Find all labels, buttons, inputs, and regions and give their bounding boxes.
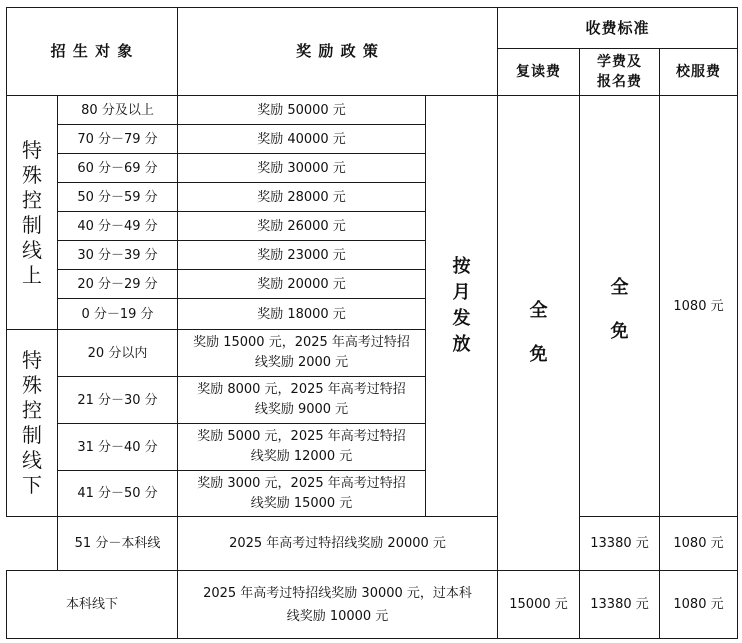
row-below-ben-label-cell: 本科线下: [6, 570, 178, 639]
header-uniform-fee: [659, 48, 738, 96]
header-target-label: 招 生 对 象: [50, 42, 134, 60]
above-reward-cell: 奖励 18000 元: [177, 298, 426, 330]
above-range-cell: 40 分－49 分: [57, 211, 178, 241]
header-tuition-line2: 报名费: [597, 74, 642, 90]
above-range-cell: 80 分及以上: [57, 95, 178, 125]
group-below-char: 制: [22, 423, 42, 447]
monthly-char: 发: [452, 308, 471, 329]
header-target: [6, 7, 178, 96]
tuition-free-cell: [579, 95, 660, 517]
monthly-payout-cell: [425, 95, 498, 517]
monthly-char: 月: [452, 282, 471, 303]
above-range-cell: 20 分－29 分: [57, 269, 178, 299]
group-above-char: 制: [22, 212, 42, 237]
row-51-reward-cell: 2025 年高考过特招线奖励 20000 元: [177, 516, 498, 571]
header-fee-standard-label: 收费标准: [585, 18, 650, 37]
free-char: 免: [610, 321, 629, 342]
monthly-char: 按: [452, 256, 471, 277]
above-reward-cell: 奖励 50000 元: [177, 95, 426, 125]
group-above-label: [6, 95, 58, 330]
above-reward-cell: 奖励 40000 元: [177, 124, 426, 154]
header-repeat-fee: [497, 48, 580, 96]
free-char: 免: [529, 344, 548, 365]
above-range-cell: 50 分－59 分: [57, 182, 178, 212]
group-above-char: 特: [22, 137, 42, 162]
group-below-char: 殊: [22, 373, 42, 397]
free-char: 全: [529, 300, 548, 321]
header-tuition: [579, 48, 660, 96]
above-range-cell: 0 分－19 分: [57, 298, 178, 330]
header-fee-standard: [497, 7, 738, 49]
group-below-char: 控: [22, 398, 42, 422]
above-reward-cell: 奖励 20000 元: [177, 269, 426, 299]
below-range-cell: 31 分－40 分: [57, 423, 178, 471]
row-51-range-cell: 51 分－本科线: [57, 516, 178, 571]
group-above-char: 线: [22, 237, 42, 262]
header-policy: [177, 7, 498, 96]
below-range-cell: 41 分－50 分: [57, 470, 178, 517]
group-above-char: 上: [22, 262, 42, 287]
uniform-fee-top-cell: 1080 元: [659, 95, 738, 517]
below-reward-cell: 奖励 3000 元，2025 年高考过特招 线奖励 15000 元: [177, 470, 426, 517]
above-reward-cell: 奖励 26000 元: [177, 211, 426, 241]
row-below-ben-tuition-cell: 13380 元: [579, 570, 660, 639]
below-reward-cell: 奖励 15000 元，2025 年高考过特招 线奖励 2000 元: [177, 329, 426, 377]
group-above-char: 殊: [22, 162, 42, 187]
free-char: 全: [610, 277, 629, 298]
above-reward-cell: 奖励 23000 元: [177, 240, 426, 270]
group-above-char: 控: [22, 187, 42, 212]
above-range-cell: 30 分－39 分: [57, 240, 178, 270]
row-51-tuition-cell: 13380 元: [579, 516, 660, 571]
row-51-uniform-cell: 1080 元: [659, 516, 738, 571]
below-range-cell: 20 分以内: [57, 329, 178, 377]
row-below-ben-uniform-cell: 1080 元: [659, 570, 738, 639]
header-policy-label: 奖 励 政 策: [296, 42, 379, 60]
below-reward-cell: 奖励 8000 元，2025 年高考过特招 线奖励 9000 元: [177, 376, 426, 424]
below-range-cell: 21 分－30 分: [57, 376, 178, 424]
above-reward-cell: 奖励 30000 元: [177, 153, 426, 183]
monthly-char: 放: [452, 334, 471, 355]
header-uniform-fee-label: 校服费: [676, 63, 721, 80]
row-below-ben-repeat-cell: 15000 元: [497, 570, 580, 639]
below-reward-cell: 奖励 5000 元，2025 年高考过特招 线奖励 12000 元: [177, 423, 426, 471]
repeat-fee-free-cell: [497, 95, 580, 571]
group-below-label: [6, 329, 58, 517]
above-range-cell: 70 分－79 分: [57, 124, 178, 154]
above-reward-cell: 奖励 28000 元: [177, 182, 426, 212]
group-below-char: 线: [22, 448, 42, 472]
row-below-ben-reward-cell: 2025 年高考过特招线奖励 30000 元，过本科 线奖励 10000 元: [177, 570, 498, 639]
group-below-char: 特: [22, 348, 42, 372]
above-range-cell: 60 分－69 分: [57, 153, 178, 183]
group-below-char: 下: [22, 473, 42, 497]
header-tuition-line1: 学费及: [597, 54, 642, 70]
header-repeat-fee-label: 复读费: [516, 63, 561, 80]
